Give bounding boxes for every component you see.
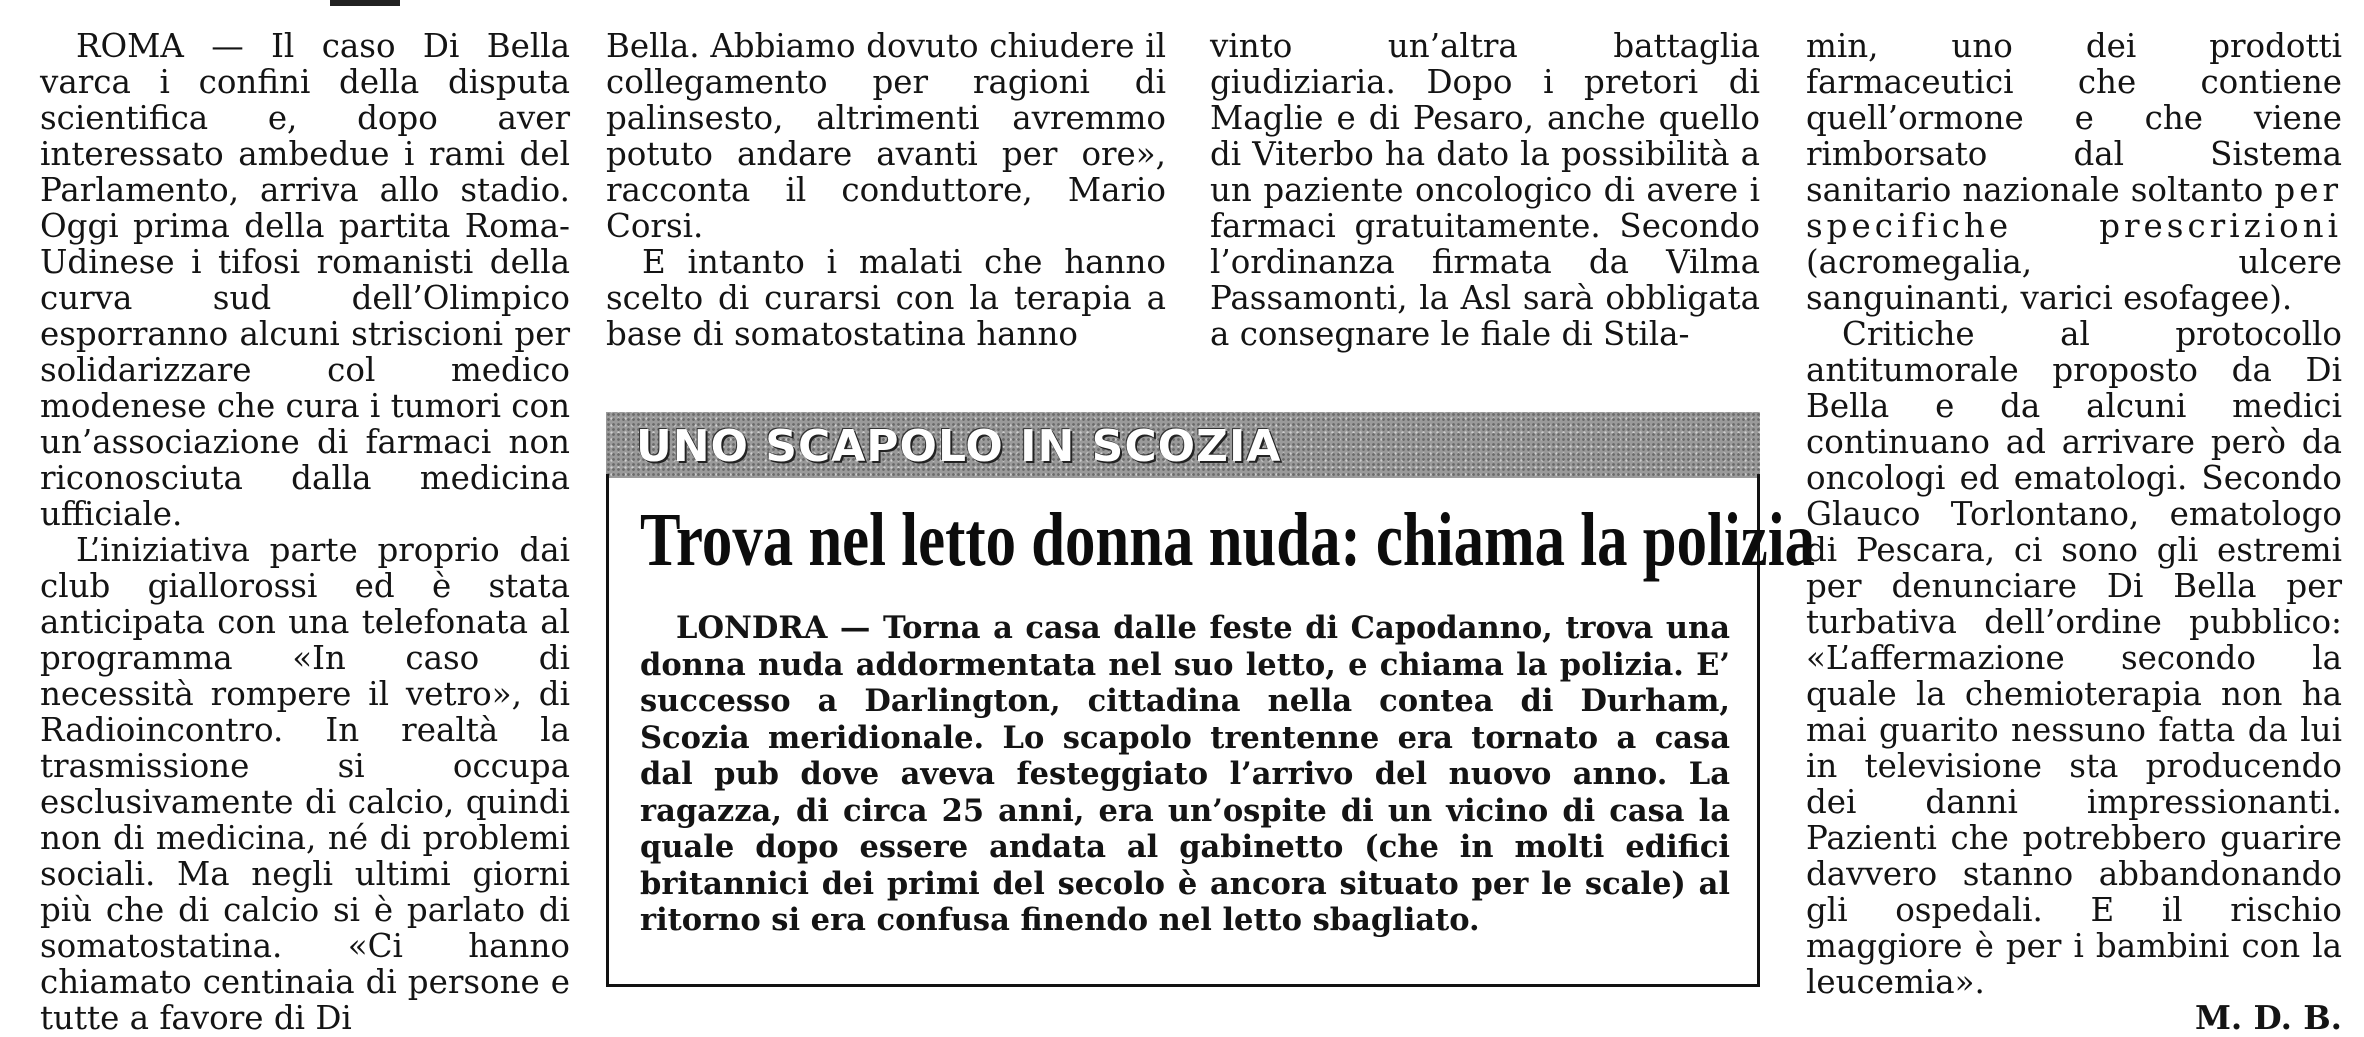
- paragraph: [1806, 28, 2342, 316]
- paragraph: Critiche al protocollo antitumorale proposto da Di Bella e da alcuni medici continuano ad arrivare però da oncologi ed ematologi. Secondo Glauco Torlontano, ematologo di Pescara, ci sono gli estremi per denunciare Di Bella per turbativa dell’ordine pubblico: «L’affermazione secondo la quale la chemioterapia non ha mai guarito nessuno fatta da lui in televisione sta producendo dei danni impressionanti. Pazienti che potrebbero guarire davvero stanno abbandonando gli ospedali. E il rischio maggiore è per i bambini con la leucemia».: [1806, 315, 2342, 1001]
- article-column-2: [606, 28, 1166, 352]
- box-headline: Trova nel letto donna nuda: chiama la polizia: [640, 498, 1816, 582]
- text-run: min, uno dei prodotti farmaceutici che contiene quell’ormone e che viene rimborsato dal Sistema sanitario nazionale soltanto: [1806, 27, 2342, 209]
- author-signature: M. D. B.: [2194, 998, 2342, 1037]
- cropped-headline-fragment: [330, 0, 400, 6]
- spaced-text-run: per specifiche prescrizioni: [1806, 171, 2342, 245]
- paragraph: vinto un’altra battaglia giudiziaria. Dopo i pretori di Maglie e di Pesaro, anche quello di Viterbo ha dato la possibilità a un paziente oncologico di avere i farmaci gratuitamente. Secondo l’ordinanza firmata da Vilma Passamonti, la Asl sarà obbligata a consegnare le fiale di Stila-: [1210, 27, 1760, 353]
- box-body: LONDRA — Torna a casa dalle feste di Capodanno, trova una donna nuda addormentata nel suo letto, e chiama la polizia. E’ successo a Darlington, cittadina nella contea di Durham, Scozia meridionale. Lo scapolo trentenne era tornato a casa dal pub dove aveva festeggiato l’arrivo del nuovo anno. La ragazza, di circa 25 anni, era un’ospite di un vicino di casa la quale dopo essere andata al gabinetto (che in molti edifici britannici dei primi del secolo è ancora situato per le scale) al ritorno si era confusa finendo nel letto sbagliato.: [640, 610, 1730, 938]
- paragraph: E intanto i malati che hanno scelto di curarsi con la terapia a base di somatostatina hanno: [606, 243, 1166, 353]
- paragraph: ROMA — Il caso Di Bella varca i confini della disputa scientifica e, dopo aver interessato ambedue i rami del Parlamento, arriva allo stadio. Oggi prima della partita Roma-Udinese i tifosi romanisti della curva sud dell’Olimpico esporranno alcuni striscioni per solidarizzare col medico modenese che cura i tumori con un’associazione di farmaci non riconosciuta dalla medicina ufficiale.: [40, 27, 570, 533]
- box-kicker: UNO SCAPOLO IN SCOZIA: [636, 421, 1282, 472]
- article-column-4: [1806, 28, 2342, 1036]
- paragraph: L’iniziativa parte proprio dai club giallorossi ed è stata anticipata con una telefonata al programma «In caso di necessità rompere il vetro», di Radioincontro. In realtà la trasmissione si occupa esclusivamente di calcio, quindi non di medicina, né di problemi sociali. Ma negli ultimi giorni più che di calcio si è parlato di somatostatina. «Ci hanno chiamato centinaia di persone e tutte a favore di Di: [40, 531, 570, 1037]
- paragraph: Bella. Abbiamo dovuto chiudere il collegamento per ragioni di palinsesto, altrimenti avremmo potuto andare avanti per ore», racconta il conduttore, Mario Corsi.: [606, 27, 1166, 245]
- article-column-1: [40, 28, 570, 1036]
- boxed-article: [606, 412, 1816, 990]
- text-run: (acromegalia, ulcere sanguinanti, varici esofagee).: [1806, 243, 2342, 317]
- box-kicker-band: [606, 412, 1760, 478]
- article-column-3: [1210, 28, 1760, 352]
